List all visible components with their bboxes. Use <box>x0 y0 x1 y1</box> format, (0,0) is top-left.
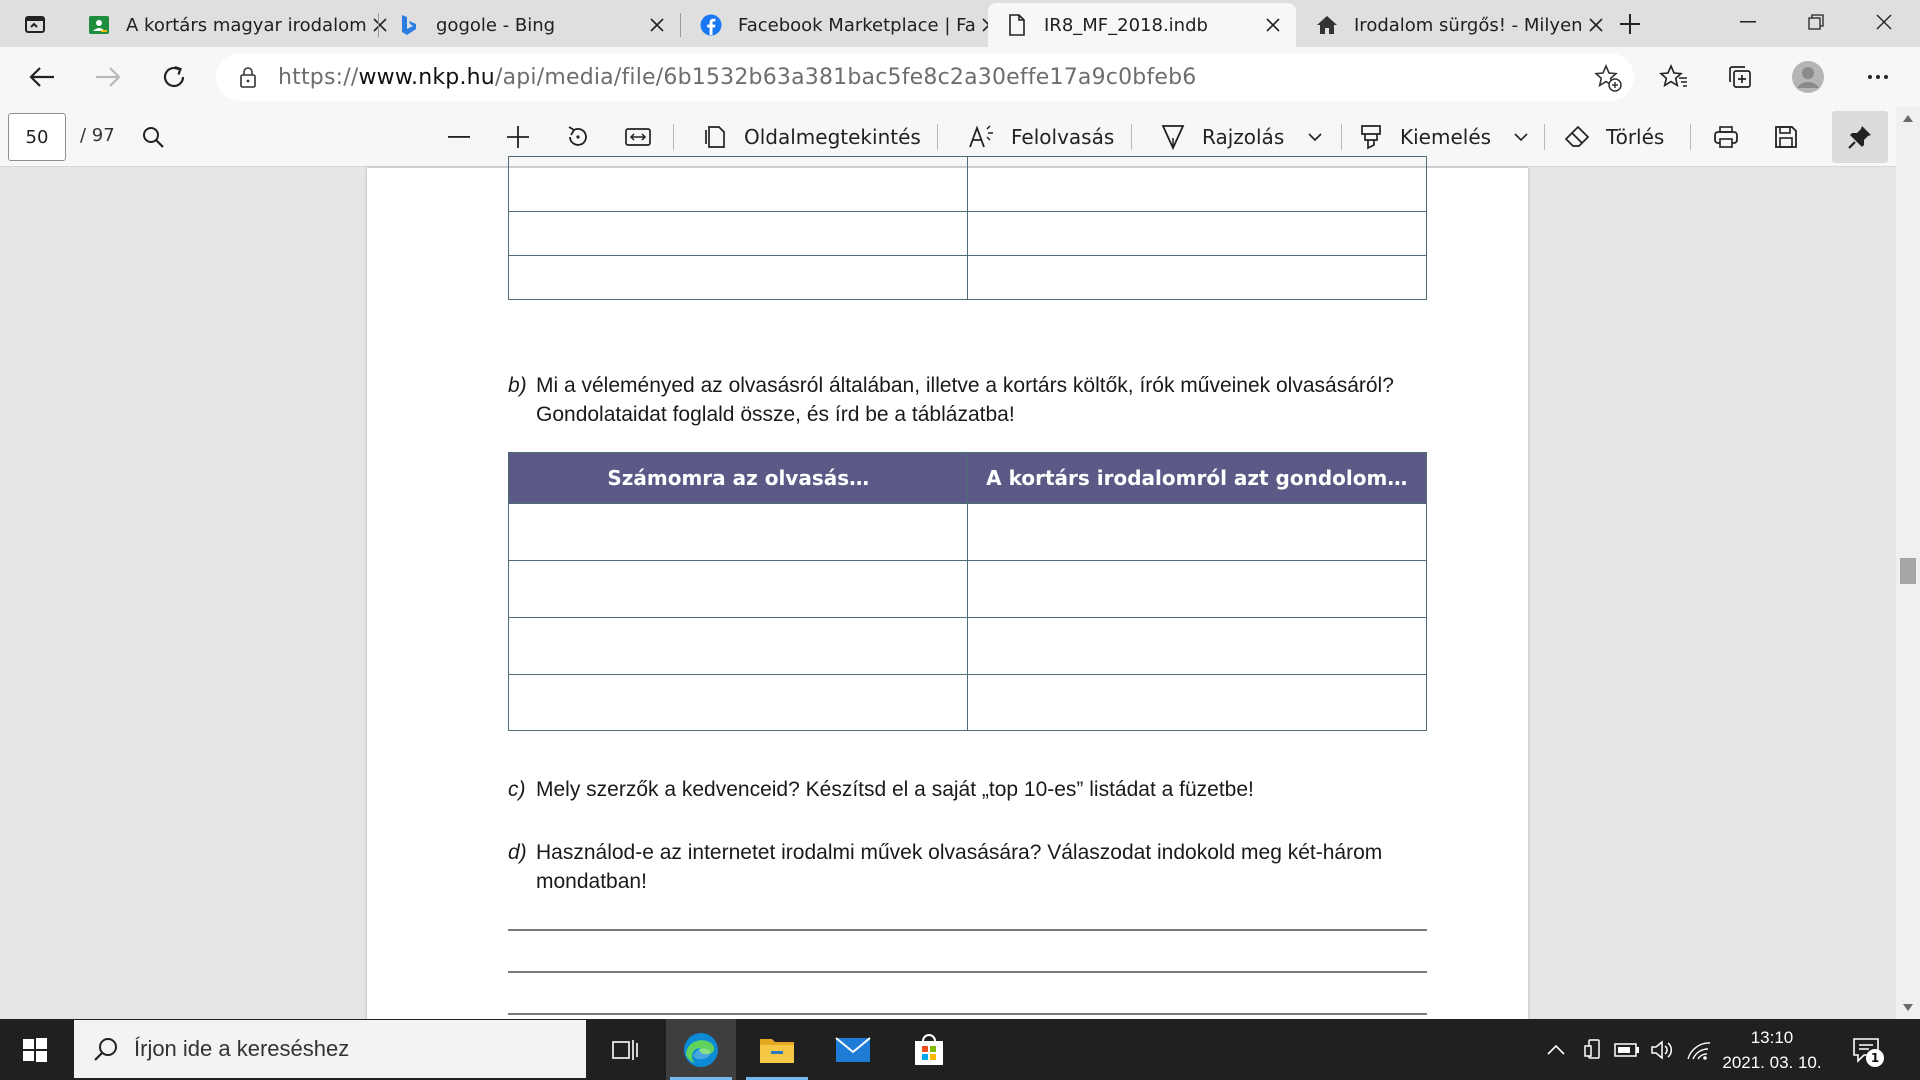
fit-to-width-button[interactable] <box>623 117 653 157</box>
save-disk-icon <box>1771 122 1801 152</box>
question-letter: c) <box>508 778 526 801</box>
system-clock[interactable] <box>1712 1025 1832 1075</box>
collections-icon <box>1727 64 1753 90</box>
facebook-icon <box>700 14 722 36</box>
table-row <box>509 674 1426 675</box>
battery-icon <box>1614 1043 1640 1057</box>
file-explorer-icon <box>759 1035 795 1065</box>
tab-title: Facebook Marketplace | Fa <box>738 14 976 36</box>
tab-title: gogole - Bing <box>436 14 556 36</box>
find-button[interactable] <box>138 117 168 157</box>
pdf-file-icon <box>1006 14 1028 36</box>
tab-title: Irodalom sürgős! - Milyen <box>1354 14 1583 36</box>
refresh-icon <box>161 64 187 90</box>
show-hidden-icons-button[interactable] <box>1543 1037 1569 1063</box>
question-d <box>508 838 1438 896</box>
question-text: Mely szerzők a kedvenceid? Készítsd el a saját „top 10-es” listádat a füzetbe! <box>536 778 1254 801</box>
close-tab-icon[interactable] <box>1583 12 1609 38</box>
taskbar-edge[interactable] <box>666 1019 736 1080</box>
url-path: /api/media/file/6b1532b63a381bac5fe8c2a30effe17a9c0bfeb6 <box>494 64 1197 90</box>
question-letter: d) <box>508 841 527 864</box>
question-text: mondatban! <box>536 870 647 893</box>
profile-button[interactable] <box>1788 59 1828 95</box>
column-header: Számomra az olvasás… <box>607 466 870 490</box>
start-button[interactable] <box>0 1019 70 1080</box>
star-add-icon <box>1594 64 1622 92</box>
table-row <box>509 560 1426 561</box>
read-aloud-icon <box>967 122 997 152</box>
tab-title: IR8_MF_2018.indb <box>1044 14 1208 36</box>
device-icon <box>1584 1038 1604 1062</box>
arrow-left-icon <box>29 66 55 88</box>
search-placeholder: Írjon ide a kereséshez <box>134 1036 350 1061</box>
table-previous-task <box>508 156 1427 300</box>
google-classroom-icon <box>88 14 110 36</box>
question-text: Gondolataidat foglald össze, és írd be a táblázatba! <box>536 403 1015 426</box>
edge-icon <box>682 1031 720 1069</box>
action-center-button[interactable] <box>1850 1035 1882 1065</box>
table-opinions <box>508 452 1427 731</box>
close-tab-icon[interactable] <box>1260 12 1286 38</box>
back-button[interactable] <box>22 59 62 95</box>
scrollbar-thumb[interactable] <box>1900 558 1916 584</box>
draw-button[interactable] <box>1158 117 1284 157</box>
address-bar[interactable] <box>216 53 1634 101</box>
mail-icon <box>835 1037 871 1063</box>
draw-pen-icon <box>1158 122 1188 152</box>
tab-irodalom-surgos[interactable] <box>1298 3 1594 47</box>
highlighter-icon <box>1356 122 1386 152</box>
table-row <box>509 211 1426 212</box>
tab-strip <box>0 0 1920 47</box>
taskbar-mail[interactable] <box>818 1019 888 1080</box>
close-window-button[interactable] <box>1854 0 1914 44</box>
print-button[interactable] <box>1711 117 1741 157</box>
highlight-label: Kiemelés <box>1400 125 1492 149</box>
battery-tray-button[interactable] <box>1614 1037 1640 1063</box>
chevron-down-icon <box>1506 122 1536 152</box>
plus-icon <box>1619 13 1641 35</box>
restore-button[interactable] <box>1786 0 1846 44</box>
answer-line <box>508 971 1427 973</box>
url-scheme: https:// <box>278 64 359 90</box>
fit-width-icon <box>623 122 653 152</box>
clock-date: 2021. 03. 10. <box>1722 1053 1822 1072</box>
refresh-button[interactable] <box>154 59 194 95</box>
vertical-scrollbar[interactable] <box>1896 107 1920 1019</box>
navigation-bar <box>0 47 1920 107</box>
minimize-icon <box>1740 21 1756 23</box>
table-row <box>509 617 1426 618</box>
tab-ir8-pdf[interactable] <box>988 3 1296 47</box>
url-host: www.nkp.hu <box>358 64 495 90</box>
read-aloud-label: Felolvasás <box>1011 125 1115 149</box>
rotate-button[interactable] <box>563 117 593 157</box>
highlight-options-dropdown[interactable] <box>1506 117 1536 157</box>
question-b <box>508 371 1438 429</box>
settings-menu-button[interactable] <box>1858 59 1898 95</box>
minimize-button[interactable] <box>1718 0 1778 44</box>
page-view-label: Oldalmegtekintés <box>744 125 921 149</box>
page-view-button[interactable] <box>700 117 921 157</box>
close-tab-icon[interactable] <box>644 12 670 38</box>
url-text <box>278 65 1197 90</box>
house-icon <box>1316 14 1338 36</box>
erase-button[interactable] <box>1562 117 1664 157</box>
page-number-input[interactable] <box>8 113 66 161</box>
favorites-button[interactable] <box>1654 59 1694 95</box>
lock-icon[interactable] <box>236 65 260 89</box>
tab-kortars-irodalom[interactable] <box>70 3 378 47</box>
taskbar-search-box[interactable] <box>74 1020 586 1078</box>
network-tray-button[interactable] <box>1686 1037 1712 1063</box>
device-tray-button[interactable] <box>1581 1037 1607 1063</box>
rotate-icon <box>563 122 593 152</box>
speaker-icon <box>1650 1039 1674 1061</box>
tab-actions-icon <box>24 14 46 34</box>
erase-label: Törlés <box>1606 125 1665 149</box>
plus-icon <box>503 122 533 152</box>
tab-facebook-marketplace[interactable] <box>682 3 982 47</box>
zoom-out-button[interactable] <box>444 117 474 157</box>
search-icon <box>138 122 168 152</box>
notification-badge: 1 <box>1866 1049 1884 1067</box>
bing-icon <box>398 14 420 36</box>
chevron-down-icon <box>1300 122 1330 152</box>
page-view-icon <box>700 122 730 152</box>
task-view-button[interactable] <box>590 1019 660 1080</box>
highlight-button[interactable] <box>1356 117 1491 157</box>
windows-logo-icon <box>23 1038 47 1062</box>
pdf-page <box>367 168 1528 1019</box>
page-total: / 97 <box>80 125 115 146</box>
wifi-icon <box>1686 1039 1712 1061</box>
restore-icon <box>1808 14 1824 30</box>
new-tab-button[interactable] <box>1612 9 1648 39</box>
forward-button[interactable] <box>88 59 128 95</box>
taskbar-file-explorer[interactable] <box>742 1019 812 1080</box>
table-row <box>509 503 1426 504</box>
draw-label: Rajzolás <box>1202 125 1285 149</box>
read-aloud-button[interactable] <box>967 117 1114 157</box>
eraser-icon <box>1562 122 1592 152</box>
task-view-icon <box>612 1038 638 1062</box>
draw-options-dropdown[interactable] <box>1300 117 1330 157</box>
question-letter: b) <box>508 374 527 397</box>
answer-line <box>508 929 1427 931</box>
add-favorite-button[interactable] <box>1594 64 1622 92</box>
clock-time: 13:10 <box>1750 1028 1794 1047</box>
taskbar-store[interactable] <box>894 1019 964 1080</box>
more-dots-icon <box>1867 74 1889 80</box>
chevron-up-icon <box>1547 1045 1565 1055</box>
tab-title: A kortárs magyar irodalom <box>126 14 367 36</box>
avatar-icon <box>1791 60 1825 94</box>
search-icon <box>92 1035 120 1063</box>
question-text: Mi a véleményed az olvasásról általában, illetve a kortárs költők, írók műveinek olvasásáról? <box>536 374 1394 397</box>
volume-tray-button[interactable] <box>1649 1037 1675 1063</box>
pin-toolbar-button[interactable] <box>1832 111 1888 163</box>
minus-icon <box>444 122 474 152</box>
answer-line <box>508 1013 1427 1015</box>
question-text: Használod-e az internetet irodalmi művek olvasására? Válaszodat indokold meg két-három <box>536 841 1383 864</box>
close-icon <box>1876 14 1892 30</box>
scroll-down-arrow-icon <box>1902 1003 1914 1013</box>
question-c <box>508 775 1438 804</box>
collections-button[interactable] <box>1720 59 1760 95</box>
pin-icon <box>1848 125 1872 149</box>
tab-actions-menu-button[interactable] <box>14 9 56 39</box>
arrow-right-icon <box>95 66 121 88</box>
save-button[interactable] <box>1771 117 1801 157</box>
zoom-in-button[interactable] <box>503 117 533 157</box>
table-row <box>509 255 1426 256</box>
favorites-icon <box>1660 64 1688 90</box>
store-icon <box>913 1033 945 1067</box>
scroll-up-arrow-icon <box>1902 113 1914 123</box>
column-header: A kortárs irodalomról azt gondolom… <box>986 466 1408 490</box>
windows-taskbar <box>0 1019 1920 1080</box>
pdf-viewport[interactable] <box>0 168 1920 1019</box>
printer-icon <box>1711 122 1741 152</box>
tab-bing[interactable] <box>380 3 680 47</box>
